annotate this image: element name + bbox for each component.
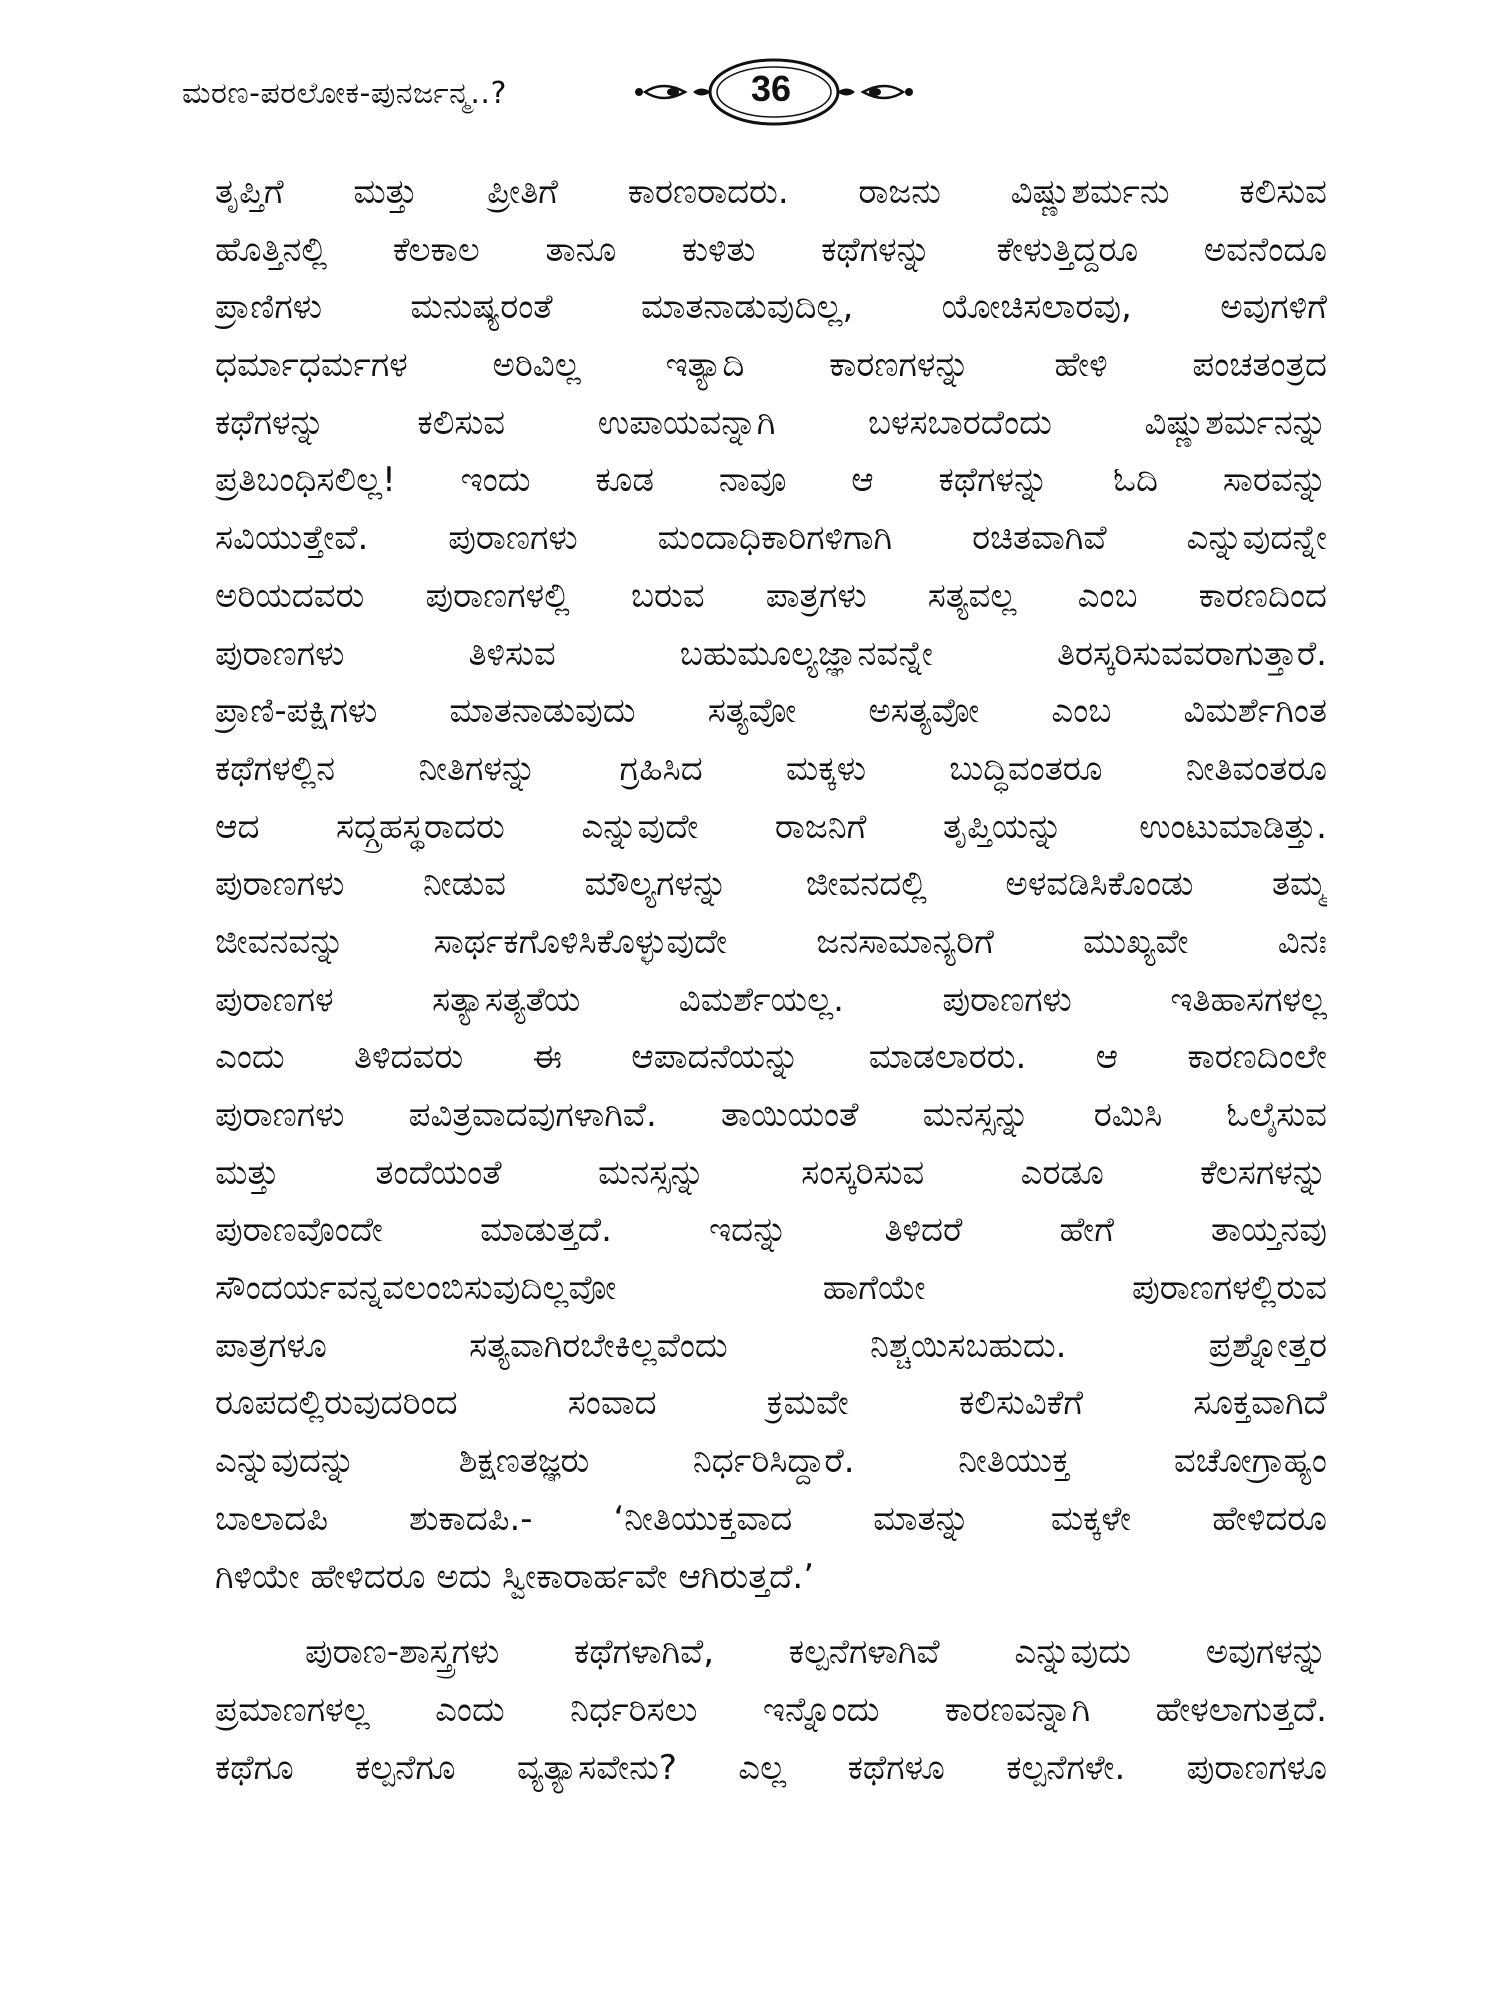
text-line: ಜೀವನವನ್ನು ಸಾರ್ಥಕಗೊಳಿಸಿಕೊಳ್ಳುವುದೇ ಜನಸಾಮಾನ್ಯರಿಗೆ ಮುಖ್ಯವೇ ವಿನಃ [215, 921, 1327, 962]
text-line: ಪ್ರಾಣಿಗಳು ಮನುಷ್ಯರಂತೆ ಮಾತನಾಡುವುದಿಲ್ಲ, ಯೋಚಿಸಲಾರವು, ಅವುಗಳಿಗೆ [215, 287, 1327, 328]
text-line: ಪುರಾಣಗಳು ಪವಿತ್ರವಾದವುಗಳಾಗಿವೆ. ತಾಯಿಯಂತೆ ಮನಸ್ಸನ್ನು ರಮಿಸಿ ಓಲೈಸುವ [215, 1095, 1327, 1135]
text-line: ಎಂದು ತಿಳಿದವರು ಈ ಆಪಾದನೆಯನ್ನು ಮಾಡಲಾರರು. ಆ ಕಾರಣದಿಂಲೇ [215, 1037, 1327, 1078]
text-line: ಧರ್ಮಾಧರ್ಮಗಳ ಅರಿವಿಲ್ಲ ಇತ್ಯಾದಿ ಕಾರಣಗಳನ್ನು ಹೇಳಿ ಪಂಚತಂತ್ರದ [215, 345, 1327, 386]
text-line: ಕಥೆಗೂ ಕಲ್ಪನೆಗೂ ವ್ಯತ್ಯಾಸವೇನು? ಎಲ್ಲ ಕಥೆಗಳೂ ಕಲ್ಪನೆಗಳೇ. ಪುರಾಣಗಳೂ [215, 1747, 1327, 1788]
text-line: ಸವಿಯುತ್ತೇವೆ. ಪುರಾಣಗಳು ಮಂದಾಧಿಕಾರಿಗಳಿಗಾಗಿ ರಚಿತವಾಗಿವೆ ಎನ್ನುವುದನ್ನೇ [215, 518, 1327, 559]
text-line: ಮತ್ತು ತಂದೆಯಂತೆ ಮನಸ್ಸನ್ನು ಸಂಸ್ಕರಿಸುವ ಎರಡೂ ಕೆಲಸಗಳನ್ನು [215, 1152, 1327, 1193]
page-number: 36 [750, 68, 792, 109]
body-text [215, 164, 1327, 1797]
paragraph-gap [215, 1606, 1327, 1624]
text-line: ಅರಿಯದವರು ಪುರಾಣಗಳಲ್ಲಿ ಬರುವ ಪಾತ್ರಗಳು ಸತ್ಯವಲ್ಲ ಎಂಬ ಕಾರಣದಿಂದ [215, 575, 1327, 616]
text-line: ಬಾಲಾದಪಿ ಶುಕಾದಪಿ.- ‘ನೀತಿಯುಕ್ತವಾದ ಮಾತನ್ನು ಮಕ್ಕಳೇ ಹೇಳಿದರೂ [215, 1498, 1327, 1539]
text-line: ಪ್ರತಿಬಂಧಿಸಲಿಲ್ಲ! ಇಂದು ಕೂಡ ನಾವೂ ಆ ಕಥೆಗಳನ್ನು ಓದಿ ಸಾರವನ್ನು [215, 460, 1327, 501]
text-line: ಆದ ಸದ್ಗ್ರಹಸ್ಥರಾದರು ಎನ್ನುವುದೇ ರಾಜನಿಗೆ ತೃಪ್ತಿಯನ್ನು ಉಂಟುಮಾಡಿತ್ತು. [215, 806, 1327, 847]
text-line: ಪ್ರಾಣಿ-ಪಕ್ಷಿಗಳು ಮಾತನಾಡುವುದು ಸತ್ಯವೋ ಅಸತ್ಯವೋ ಎಂಬ ವಿಮರ್ಶೆಗಿಂತ [215, 691, 1327, 732]
text-line: ಪುರಾಣವೊಂದೇ ಮಾಡುತ್ತದೆ. ಇದನ್ನು ತಿಳಿದರೆ ಹೇಗೆ ತಾಯ್ತನವು [215, 1210, 1327, 1251]
text-line: ಹೊತ್ತಿನಲ್ಲಿ ಕೆಲಕಾಲ ತಾನೂ ಕುಳಿತು ಕಥೆಗಳನ್ನು ಕೇಳುತ್ತಿದ್ದರೂ ಅವನೆಂದೂ [215, 229, 1327, 270]
text-line: ಸೌಂದರ್ಯವನ್ನವಲಂಬಿಸುವುದಿಲ್ಲವೋ ಹಾಗೆಯೇ ಪುರಾಣಗಳಲ್ಲಿರುವ [215, 1268, 1327, 1309]
text-line: ಕಥೆಗಳಲ್ಲಿನ ನೀತಿಗಳನ್ನು ಗ್ರಹಿಸಿದ ಮಕ್ಕಳು ಬುದ್ಧಿವಂತರೂ ನೀತಿವಂತರೂ [215, 748, 1327, 789]
text-line: ಪುರಾಣಗಳ ಸತ್ಯಾಸತ್ಯತೆಯ ವಿಮರ್ಶೆಯಲ್ಲ. ಪುರಾಣಗಳು ಇತಿಹಾಸಗಳಲ್ಲ [215, 979, 1327, 1020]
text-line: ಪುರಾಣ-ಶಾಸ್ತ್ರಗಳು ಕಥೆಗಳಾಗಿವೆ, ಕಲ್ಪನೆಗಳಾಗಿವೆ ಎನ್ನುವುದು ಅವುಗಳನ್ನು [305, 1632, 1327, 1673]
text-line: ಗಿಳಿಯೇ ಹೇಳಿದರೂ ಅದು ಸ್ವೀಕಾರಾರ್ಹವೇ ಆಗಿರುತ್ತದೆ.’ [215, 1556, 815, 1597]
text-line: ಪುರಾಣಗಳು ನೀಡುವ ಮೌಲ್ಯಗಳನ್ನು ಜೀವನದಲ್ಲಿ ಅಳವಡಿಸಿಕೊಂಡು ತಮ್ಮ [215, 864, 1327, 905]
text-line: ರೂಪದಲ್ಲಿರುವುದರಿಂದ ಸಂವಾದ ಕ್ರಮವೇ ಕಲಿಸುವಿಕೆಗೆ ಸೂಕ್ತವಾಗಿದೆ [215, 1383, 1327, 1424]
text-line: ಎನ್ನುವುದನ್ನು ಶಿಕ್ಷಣತಜ್ಞರು ನಿರ್ಧರಿಸಿದ್ದಾರೆ. ನೀತಿಯುಕ್ತ ವಚೋಗ್ರಾಹ್ಯಂ [215, 1441, 1327, 1482]
running-title: ಮರಣ-ಪರಲೋಕ-ಪುನರ್ಜನ್ಮ..? [182, 76, 507, 111]
text-line: ಕಥೆಗಳನ್ನು ಕಲಿಸುವ ಉಪಾಯವನ್ನಾಗಿ ಬಳಸಬಾರದೆಂದು ವಿಷ್ಣುಶರ್ಮನನ್ನು [215, 402, 1327, 443]
text-line: ಪಾತ್ರಗಳೂ ಸತ್ಯವಾಗಿರಬೇಕಿಲ್ಲವೆಂದು ನಿಶ್ಚಯಿಸಬಹುದು. ಪ್ರಶ್ನೋತ್ತರ [215, 1325, 1327, 1366]
text-line: ಪ್ರಮಾಣಗಳಲ್ಲ ಎಂದು ನಿರ್ಧರಿಸಲು ಇನ್ನೊಂದು ಕಾರಣವನ್ನಾಗಿ ಹೇಳಲಾಗುತ್ತದೆ. [215, 1689, 1327, 1730]
text-line: ತೃಪ್ತಿಗೆ ಮತ್ತು ಪ್ರೀತಿಗೆ ಕಾರಣರಾದರು. ರಾಜನು ವಿಷ್ಣುಶರ್ಮನು ಕಲಿಸುವ [215, 172, 1327, 212]
text-line: ಪುರಾಣಗಳು ತಿಳಿಸುವ ಬಹುಮೂಲ್ಯಜ್ಞಾನವನ್ನೇ ತಿರಸ್ಕರಿಸುವವರಾಗುತ್ತಾರೆ. [215, 633, 1327, 674]
